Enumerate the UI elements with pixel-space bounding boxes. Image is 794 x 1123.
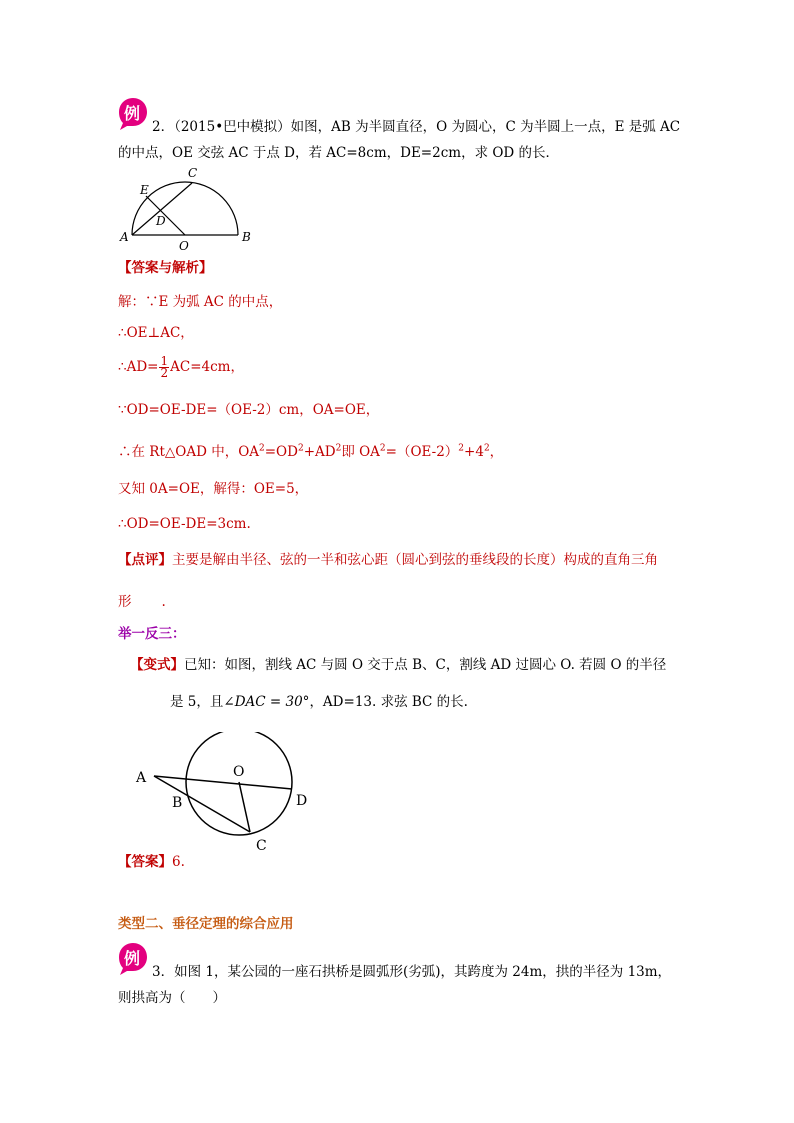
variation-answer-value: 6. — [172, 854, 185, 870]
fraction-numerator: 1 — [160, 354, 169, 368]
comment-line-1 — [118, 550, 658, 570]
eq-part-d: 即 OA — [341, 444, 380, 460]
sq-2: 2 — [297, 443, 304, 454]
example-badge — [118, 96, 148, 130]
sq-4: 2 — [379, 443, 386, 454]
eq-part-e: =（OE-2） — [385, 444, 459, 460]
comment-text-2: 形 — [118, 594, 132, 610]
eq-part-g: ， — [489, 444, 504, 460]
solution-line-3-post: AC=4cm， — [170, 359, 244, 375]
secant-ad — [154, 776, 292, 789]
comment-label: 【点评】 — [118, 552, 172, 568]
solution-line-1: 解：∵E 为弧 AC 的中点， — [118, 294, 283, 310]
question-3-line-1: 3．如图 1，某公园的一座石拱桥是圆弧形(劣弧)，其跨度为 24m，拱的半径为 13m， — [152, 964, 672, 980]
question-2-line-1: 2．（2015•巴中模拟）如图，AB 为半圆直径，O 为圆心，C 为半圆上一点，E 是弧 AC — [152, 119, 681, 135]
solution-line-3-pre: ∴AD= — [118, 359, 159, 375]
sq-3: 2 — [335, 443, 342, 454]
example-badge-2 — [118, 941, 148, 975]
label-A: A — [136, 770, 147, 786]
circle-secant-figure — [132, 732, 332, 857]
eq-part-b: =OD — [264, 444, 298, 460]
fraction-one-half — [159, 356, 169, 379]
eq-part-c: +AD — [303, 444, 336, 460]
question-2-line-2: 的中点，OE 交弦 AC 于点 D，若 AC=8cm，DE=2cm，求 OD 的长． — [118, 145, 560, 161]
label-O: O — [233, 764, 245, 780]
label-A: A — [120, 230, 129, 244]
eq-part-f: +4 — [464, 444, 484, 460]
variation-line-1 — [130, 655, 666, 675]
sq-5: 2 — [458, 443, 465, 454]
comment-text: 主要是解由半径、弦的一半和弦心距（圆心到弦的垂线段的长度）构成的直角三角 — [172, 552, 658, 568]
label-B: B — [172, 795, 183, 811]
variation-text: 已知：如图，割线 AC 与圆 O 交于点 B、C，割线 AD 过圆心 O. 若圆 O 的半径 — [184, 657, 667, 673]
section-heading: 类型二、垂径定理的综合应用 — [118, 916, 294, 932]
comment-line-2 — [118, 592, 166, 612]
solution-line-7: ∴OD=OE-DE=3cm. — [118, 516, 251, 532]
fraction-denominator: 2 — [160, 366, 169, 380]
variation-line-2 — [170, 692, 468, 712]
variation-label: 【变式】 — [130, 657, 184, 673]
answer-header: 【答案与解析】 — [118, 260, 213, 276]
variation-header: 举一反三： — [118, 626, 186, 642]
label-C: C — [256, 838, 267, 854]
label-E: E — [140, 183, 149, 197]
label-D: D — [156, 214, 166, 228]
question-3-line-2: 则拱高为（ ） — [118, 990, 226, 1006]
variation-answer — [118, 852, 185, 872]
solution-line-6: 又知 0A=OE，解得：OE=5， — [118, 481, 309, 497]
variation-line-2-post: ，AD=13. 求弦 BC 的长. — [309, 694, 468, 710]
label-B: B — [242, 230, 251, 244]
variation-answer-label: 【答案】 — [118, 854, 172, 870]
eq-part-a: ∴在 Rt△OAD 中，OA — [118, 444, 260, 460]
solution-line-3 — [118, 356, 244, 379]
semicircle-figure — [112, 165, 262, 253]
comment-tail: . — [161, 594, 166, 610]
label-D: D — [296, 793, 308, 809]
solution-line-5 — [118, 442, 503, 462]
angle-expression: ∠DAC = 30° — [223, 694, 310, 710]
label-C: C — [188, 166, 198, 180]
example-badge-label: 例 — [124, 104, 141, 123]
sq-6: 2 — [483, 443, 490, 454]
radius-oc — [239, 782, 250, 832]
label-O: O — [179, 239, 189, 253]
variation-line-2-pre: 是 5，且 — [170, 694, 224, 710]
sq-1: 2 — [259, 443, 265, 454]
solution-line-4: ∵OD=OE-DE=（OE-2）cm，OA=OE， — [118, 402, 380, 418]
example-badge-label: 例 — [124, 949, 141, 968]
solution-line-2: ∴OE⊥AC， — [118, 325, 194, 341]
